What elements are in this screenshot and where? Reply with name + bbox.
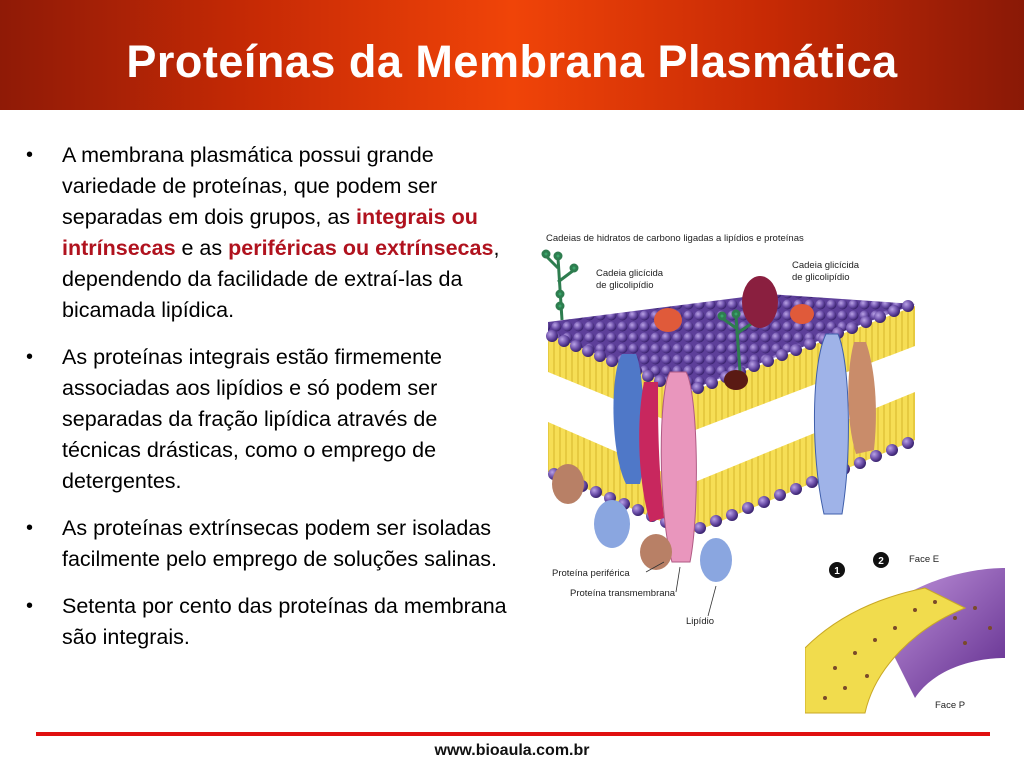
figure-caption-top: Cadeias de hidratos de carbono ligadas a lipídios e proteínas	[546, 233, 804, 244]
bullet-marker: •	[26, 346, 34, 368]
bullet-2-text: As proteínas integrais estão firmemente associadas aos lipídios e só podem ser separadas da fração lipídica através de técnicas drásticas, como o emprego de detergentes.	[62, 345, 443, 493]
bullet-marker: •	[26, 144, 34, 166]
label-glycolipid-1-line1: Cadeia glicícida	[596, 268, 664, 279]
inset-face-p-label: Face P	[935, 700, 966, 711]
bullet-marker: •	[26, 595, 34, 617]
protein-dark-brown	[724, 370, 748, 390]
protein-dark-red	[742, 276, 778, 328]
label-lipid: Lipídio	[686, 616, 714, 627]
bullet-1-text-c: , dependendo da facilidade de extraí-las da bicamada lipídica.	[62, 236, 500, 322]
label-glycolipid-2-line2: de glicolipídio	[792, 272, 850, 283]
bullet-1-text-b: e as	[175, 236, 229, 260]
bullet-4-text: Setenta por cento das proteínas da membrana são integrais.	[62, 594, 507, 649]
label-transmembrane-protein: Proteína transmembrana	[570, 588, 676, 599]
title-bar	[0, 0, 1024, 110]
bullet-marker: •	[26, 517, 34, 539]
protein-orange-small	[790, 304, 814, 324]
label-glycolipid-1-line2: de glicolipídio	[596, 280, 654, 291]
bullet-1-highlight-integral: integrais ou intrínsecas	[62, 205, 478, 260]
bullet-item-1	[20, 140, 520, 326]
inset-face-e-label: Face E	[909, 554, 940, 565]
bullet-1-text-a: A membrana plasmática possui grande variedade de proteínas, que podem ser separadas em dois grupos, as	[62, 143, 438, 229]
footer-url: www.bioaula.com.br	[434, 742, 590, 759]
protein-red-small	[654, 308, 682, 332]
footer-divider	[36, 732, 990, 736]
bullet-list	[20, 140, 520, 669]
slide-title: Proteínas da Membrana Plasmática	[126, 36, 898, 87]
bullet-item-2	[20, 342, 520, 497]
bullet-item-4	[20, 591, 520, 653]
membrane-faces-inset	[805, 548, 1005, 718]
bullet-1-highlight-peripheral: periféricas ou extrínsecas	[228, 236, 494, 260]
protein-blue-right	[814, 334, 848, 514]
inset-marker-1: 1	[834, 566, 840, 577]
protein-peripheral-blue-2	[700, 538, 732, 582]
protein-peripheral-brown	[640, 534, 672, 570]
bullet-item-3	[20, 513, 520, 575]
glycolipid-chain-left	[543, 251, 577, 320]
protein-peripheral-tan	[552, 464, 584, 504]
inset-marker-2: 2	[878, 556, 884, 567]
label-peripheral-protein: Proteína periférica	[552, 568, 630, 579]
label-glycolipid-2-line1: Cadeia glicícida	[792, 260, 860, 271]
bullet-3-text: As proteínas extrínsecas podem ser isoladas facilmente pelo emprego de soluções salinas.	[62, 516, 498, 571]
protein-peripheral-blue	[594, 500, 630, 548]
protein-transmembrane-pink	[661, 372, 696, 562]
